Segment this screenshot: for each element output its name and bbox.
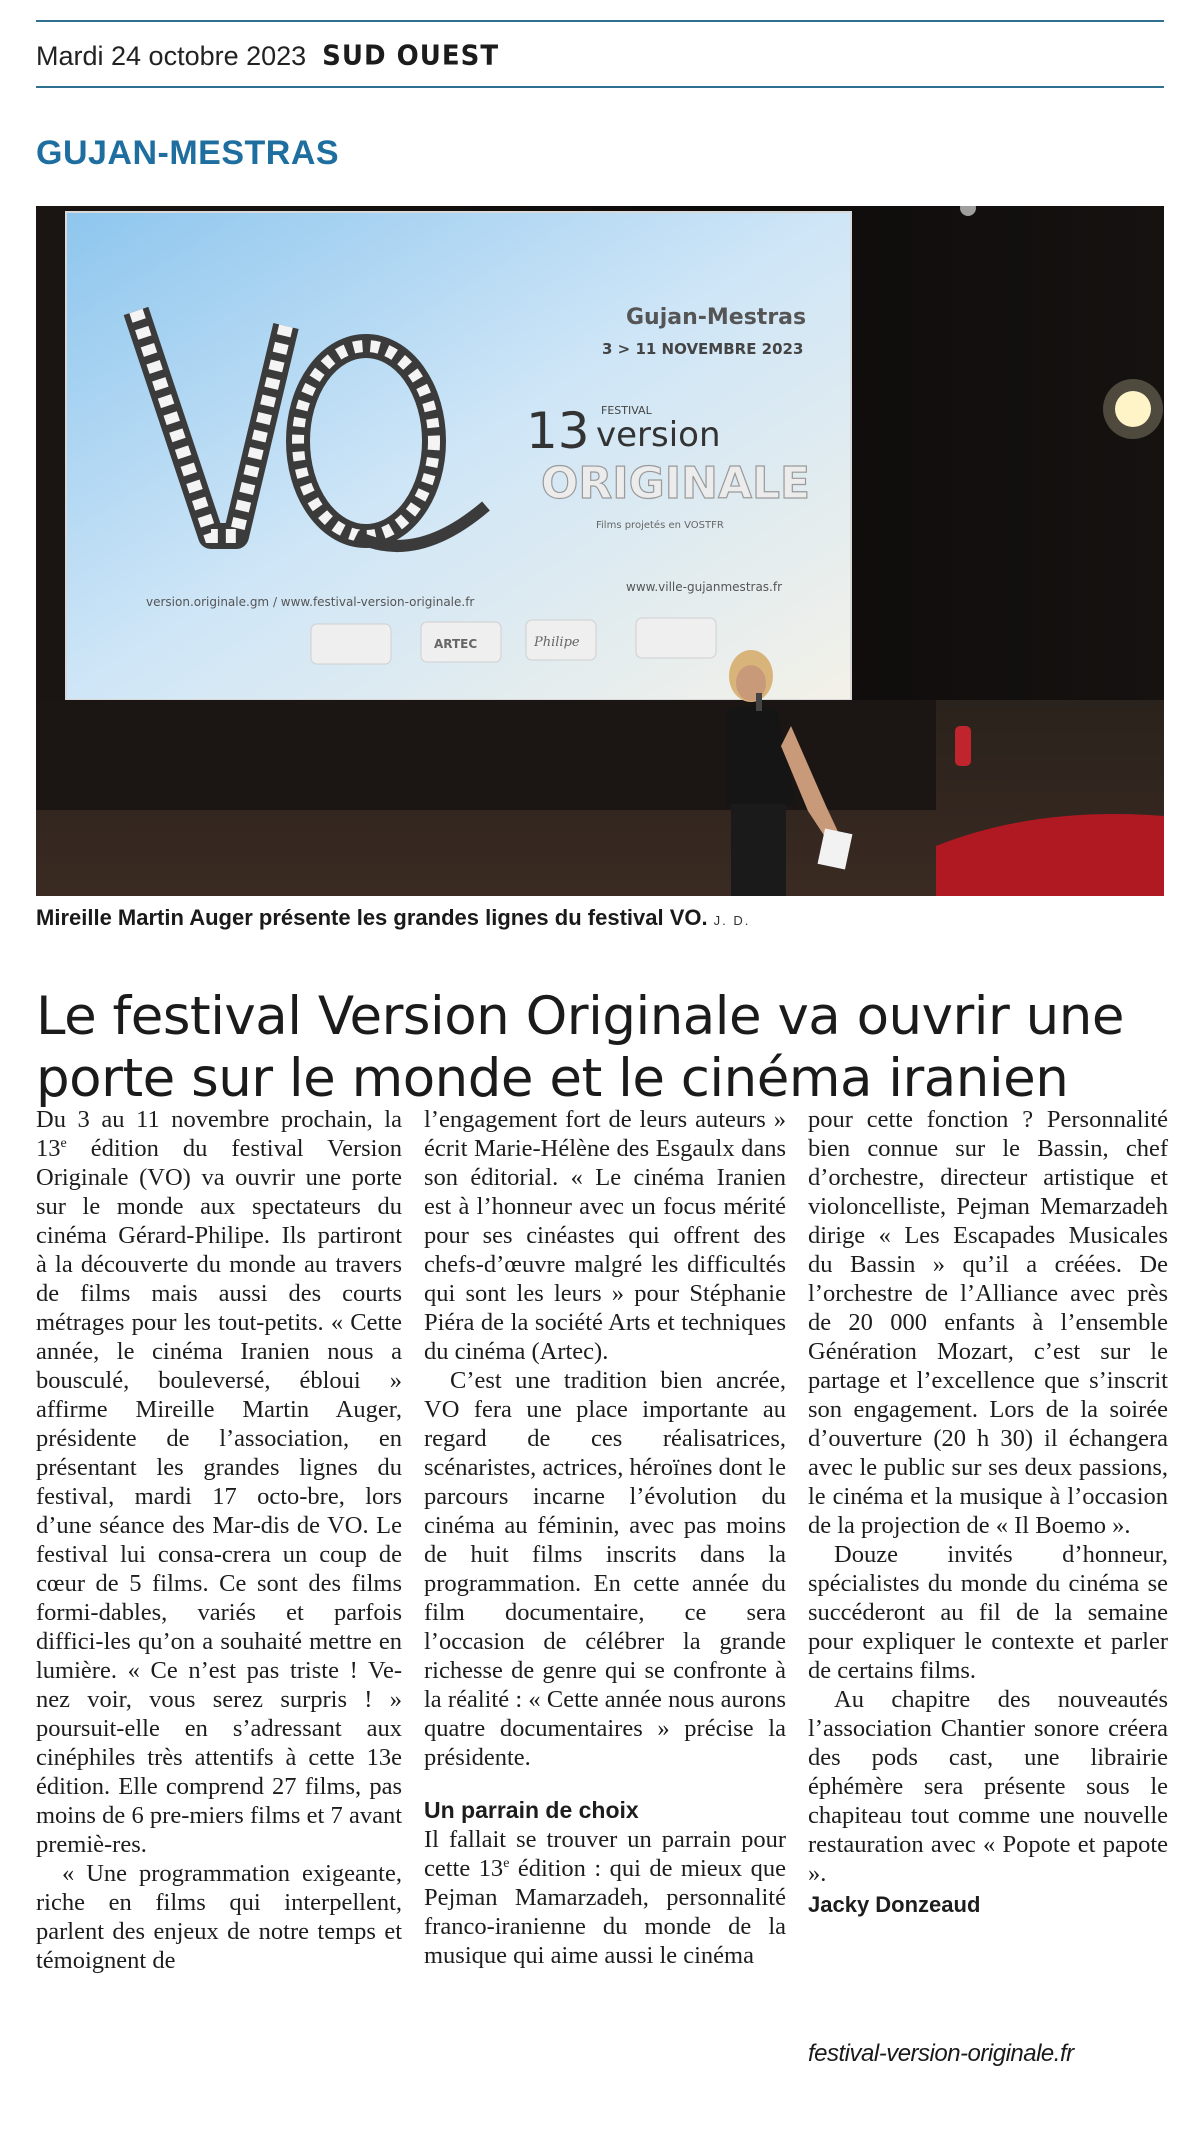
paragraph-text: édition du festival Version Originale (VO) va ouvrir une porte sur le monde aux spectateurs du cinéma Gérard-Philipe. Ils partiront à la découverte du monde au travers de films mais aussi des courts métrages pour les tout-petits. « Cette année, le cinéma Iranien nous a bousculé, bouleversé, ébloui » affirme Mireille Martin Auger, présidente de l’association, en présentant les grandes lignes du festival, mardi 17 octo-bre, lors d’une séance des Mar-dis de VO. Le festival lui consa-crera un coup de cœur de 5 films. Ce sont des films formi-dables, variés et parfois diffici-les qu’on a souhaité mettre en lumière. « Ce n’est pas triste ! Ve-nez voir, vous serez surpris ! » poursuit-elle en s’adressant aux cinéphiles très attentifs à cette 13e édition. Elle comprend 27 films, pas moins de 6 pre-miers films et 7 avant premiè-res. bbox=[36, 1135, 402, 1858]
festival-website-link[interactable]: festival-version-originale.fr bbox=[808, 2040, 1074, 2067]
issue-date: Mardi 24 octobre 2023 bbox=[36, 40, 307, 71]
article-column-2 bbox=[424, 1105, 786, 1970]
paragraph-text: édition : qui de mieux que Pejman Mamarzadeh, personnalité franco-iranienne du monde de la musique qui aime aussi le cinéma bbox=[424, 1855, 786, 1969]
screen-sponsor-2: Philipe bbox=[534, 635, 580, 650]
screen-festival-word: FESTIVAL bbox=[601, 404, 652, 417]
screen-location: Gujan-Mestras bbox=[626, 305, 807, 330]
section-title: GUJAN-MESTRAS bbox=[36, 134, 340, 172]
paragraph bbox=[36, 1105, 402, 1859]
photo-caption bbox=[36, 905, 750, 931]
masthead-rule bbox=[36, 86, 1164, 88]
screen-sponsor-1: ARTEC bbox=[434, 637, 478, 651]
article-photo bbox=[36, 206, 1164, 896]
photo-credit: J. D. bbox=[713, 913, 751, 928]
article-headline: Le festival Version Originale va ouvrir une porte sur le monde et le cinéma iranien bbox=[36, 985, 1124, 1109]
article-subhead: Un parrain de choix bbox=[424, 1797, 639, 1823]
superscript: e bbox=[60, 1135, 67, 1151]
paragraph bbox=[424, 1825, 786, 1970]
paragraph-text: Du 3 au 11 novembre prochain, la 13 bbox=[36, 1106, 402, 1162]
screen-version: version bbox=[596, 415, 721, 455]
paragraph-text: Il fallait se trouver un parrain pour cette 13 bbox=[424, 1826, 786, 1882]
paragraph: « Une programmation exigeante, riche en films qui interpellent, parlent des enjeux de notre temps et témoignent de bbox=[36, 1860, 402, 1974]
paragraph: pour cette fonction ? Personnalité bien connue sur le Bassin, chef d’orchestre, directeur artistique et violoncelliste, Pejman Memarzadeh dirige « Les Escapades Musicales du Bassin » qu’il a créées. De l’orchestre de l’Alliance avec près de 20 000 enfants à l’ensemble Génération Mozart, c’est sur le partage et l’excellence que s’inscrit son engagement. Lors de la soirée d’ouverture (20 h 30) il échangera avec le public sur ses deux passions, le cinéma et la musique à l’occasion de la projection de « Il Boemo ». bbox=[808, 1106, 1168, 1539]
paragraph: Au chapitre des nouveautés l’association Chantier sonore créera des pods cast, une librairie éphémère sera présente sous le chapiteau tout comme une nouvelle restauration avec « Popote et papote ». bbox=[808, 1686, 1168, 1887]
screen-small-text: Films projetés en VOSTFR bbox=[596, 520, 724, 531]
author-signature: Jacky Donzeaud bbox=[808, 1892, 981, 1917]
screen-links-left: version.originale.gm / www.festival-version-originale.fr bbox=[146, 595, 475, 609]
publication-name: SUD OUEST bbox=[322, 40, 500, 72]
screen-dates: 3 > 11 NOVEMBRE 2023 bbox=[602, 340, 804, 358]
screen-originale: ORIGINALE bbox=[541, 458, 811, 509]
screen-edition: 13 bbox=[526, 402, 590, 460]
paragraph: C’est une tradition bien ancrée, VO fera une place importante au regard de ces réalisatrices, scénaristes, actrices, héroïnes dont le parcours incarne l’évolution du cinéma au féminin, avec pas moins de huit films inscrits dans la programmation. En cette année du film documentaire, ce sera l’occasion de célébrer la grande richesse de genre qui se confronte à la réalité : « Cette année nous aurons quatre documentaires » précise la présidente. bbox=[424, 1367, 786, 1771]
masthead bbox=[36, 36, 499, 76]
caption-text: Mireille Martin Auger présente les grandes lignes du festival VO. bbox=[36, 905, 708, 930]
article-column-3 bbox=[808, 1105, 1168, 1919]
screen-links-right: www.ville-gujanmestras.fr bbox=[626, 580, 783, 594]
paragraph: Douze invités d’honneur, spécialistes du monde du cinéma se succéderont au fil de la semaine pour expliquer le contexte et parler de certains films. bbox=[808, 1541, 1168, 1684]
paragraph: l’engagement fort de leurs auteurs » écrit Marie-Hélène des Esgaulx dans son éditorial. « Le cinéma Iranien est à l’honneur avec un focus mérité pour ses cinéastes qui offrent des chefs-d’œuvre malgré les difficultés qui sont les leurs » pour Stéphanie Piéra de la société Arts et techniques du cinéma (Artec). bbox=[424, 1106, 786, 1365]
superscript: e bbox=[503, 1855, 510, 1871]
article-column-1 bbox=[36, 1105, 402, 1975]
top-rule bbox=[36, 20, 1164, 22]
